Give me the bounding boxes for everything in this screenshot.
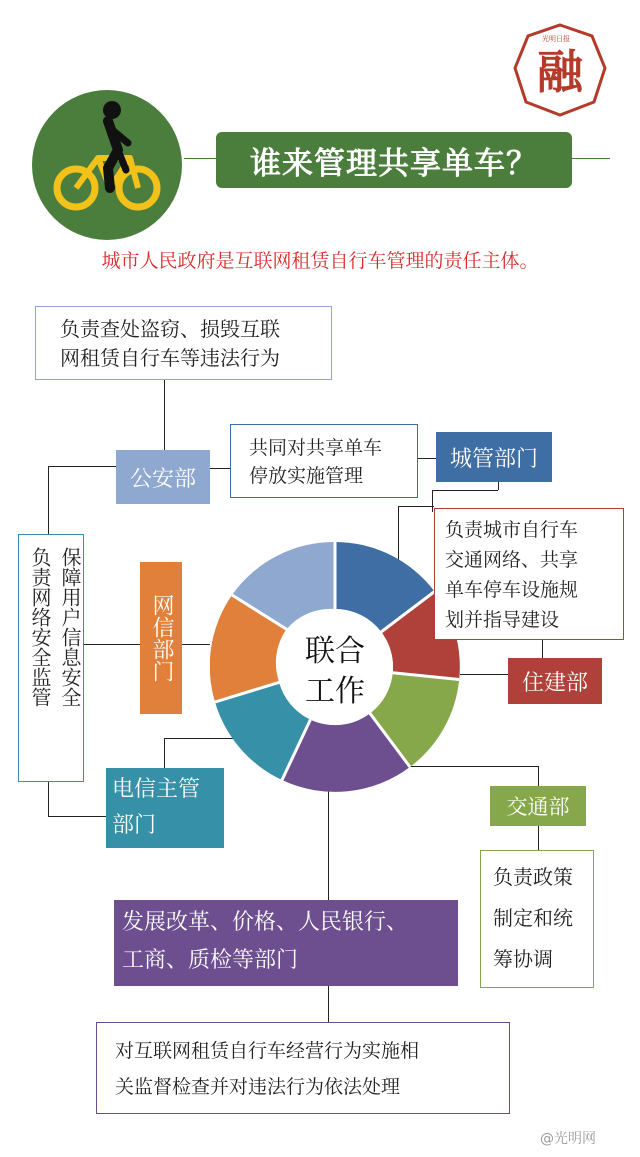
center-label-line1: 联合 [305,634,365,669]
dept-urban: 城管部门 [436,432,552,482]
dept-transport: 交通部 [490,786,586,826]
subtitle: 城市人民政府是互联网租赁自行车管理的责任主体。 [101,250,539,272]
duty-housing: 负责城市自行车 交通网络、共享 单车停车设施规 划并指导建设 [434,508,624,640]
cyclist-badge [30,88,184,242]
joint-work-ring [210,542,460,792]
dept-reform: 发展改革、价格、人民银行、 工商、质检等部门 [114,900,458,986]
watermark: @光明网 [540,1131,596,1147]
duty-supervision: 对互联网租赁自行车经营行为实施相 关监督检查并对违法行为依法处理 [96,1022,510,1114]
dept-police: 公安部 [116,450,210,504]
page-title: 谁来管理共享单车？ [250,145,538,182]
logo-mark: 融 [537,45,583,99]
dept-telecom: 电信主管 部门 [106,768,224,848]
duty-network-security: 保障用户信息安全 负责网络安全监管 [18,534,84,782]
duty-parking: 共同对共享单车 停放实施管理 [230,424,418,498]
center-label-line2: 工作 [305,674,365,709]
cyclist-icon [30,88,184,242]
logo-caption: 光明日报 [542,35,570,43]
title-bar [216,132,572,188]
dept-housing: 住建部 [508,658,602,704]
logo [512,22,608,118]
dept-internet: 网信部门 [140,562,182,714]
duty-transport: 负责政策 制定和统 筹协调 [480,850,594,988]
duty-police: 负责查处盗窃、损毁互联 网租赁自行车等违法行为 [35,306,332,380]
